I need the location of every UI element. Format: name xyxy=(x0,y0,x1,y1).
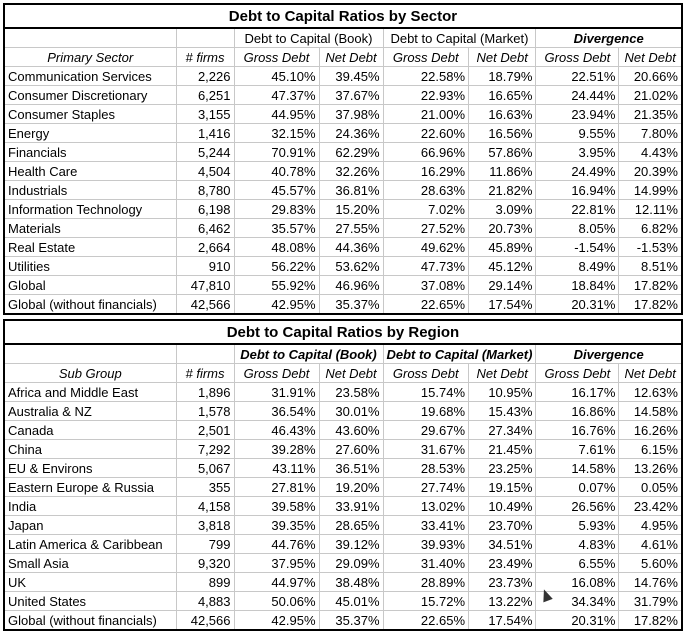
region-divergence-net-header[interactable]: Net Debt xyxy=(619,364,682,383)
cell-divergence-gross[interactable]: 5.93% xyxy=(536,516,619,535)
cell-divergence-net[interactable]: 16.26% xyxy=(619,421,682,440)
cell-name[interactable]: EU & Environs xyxy=(4,459,176,478)
cell-divergence-gross[interactable]: 24.44% xyxy=(536,86,619,105)
cell-book-gross[interactable]: 40.78% xyxy=(234,162,319,181)
cell-book-gross[interactable]: 47.37% xyxy=(234,86,319,105)
cell-market-gross[interactable]: 15.72% xyxy=(383,592,469,611)
cell-divergence-gross[interactable]: 16.94% xyxy=(536,181,619,200)
cell-firms[interactable]: 5,067 xyxy=(176,459,234,478)
cell-book-net[interactable]: 24.36% xyxy=(319,124,383,143)
cell-name[interactable]: Health Care xyxy=(4,162,176,181)
cell-firms[interactable]: 3,818 xyxy=(176,516,234,535)
cell-market-net[interactable]: 23.49% xyxy=(469,554,536,573)
cell-book-net[interactable]: 38.48% xyxy=(319,573,383,592)
empty-cell[interactable] xyxy=(176,28,234,48)
cell-market-gross[interactable]: 13.02% xyxy=(383,497,469,516)
cell-divergence-net[interactable]: 4.43% xyxy=(619,143,682,162)
cell-market-net[interactable]: 29.14% xyxy=(469,276,536,295)
cell-firms[interactable]: 47,810 xyxy=(176,276,234,295)
cell-divergence-gross[interactable]: 34.34% xyxy=(536,592,619,611)
cell-book-net[interactable]: 23.58% xyxy=(319,383,383,402)
cell-book-gross[interactable]: 32.15% xyxy=(234,124,319,143)
sector-market-group-header[interactable]: Debt to Capital (Market) xyxy=(383,28,536,48)
cell-divergence-gross[interactable]: 8.49% xyxy=(536,257,619,276)
cell-book-gross[interactable]: 37.95% xyxy=(234,554,319,573)
cell-market-net[interactable]: 10.49% xyxy=(469,497,536,516)
cell-divergence-gross[interactable]: 16.08% xyxy=(536,573,619,592)
cell-divergence-gross[interactable]: 26.56% xyxy=(536,497,619,516)
table-row xyxy=(4,497,682,516)
table-row xyxy=(4,257,682,276)
cell-market-net[interactable]: 13.22% xyxy=(469,592,536,611)
cell-market-gross[interactable]: 49.62% xyxy=(383,238,469,257)
cell-book-net[interactable]: 29.09% xyxy=(319,554,383,573)
cell-market-gross[interactable]: 29.67% xyxy=(383,421,469,440)
cell-book-gross[interactable]: 42.95% xyxy=(234,295,319,315)
cell-divergence-net[interactable]: 6.15% xyxy=(619,440,682,459)
cell-firms[interactable]: 3,155 xyxy=(176,105,234,124)
sector-name-column-header[interactable]: Primary Sector xyxy=(4,48,176,67)
empty-cell[interactable] xyxy=(4,28,176,48)
cell-divergence-net[interactable]: 14.76% xyxy=(619,573,682,592)
cell-divergence-net[interactable]: 20.39% xyxy=(619,162,682,181)
cell-market-gross[interactable]: 22.65% xyxy=(383,611,469,631)
cell-market-net[interactable]: 11.86% xyxy=(469,162,536,181)
cell-market-net[interactable]: 16.56% xyxy=(469,124,536,143)
region-firms-column-header[interactable]: # firms xyxy=(176,364,234,383)
cell-book-net[interactable]: 35.37% xyxy=(319,611,383,631)
table-row xyxy=(4,162,682,181)
sector-divergence-group-header[interactable]: Divergence xyxy=(536,28,682,48)
cell-book-gross[interactable]: 29.83% xyxy=(234,200,319,219)
cell-name[interactable]: Global xyxy=(4,276,176,295)
table-row xyxy=(4,143,682,162)
cell-divergence-gross[interactable]: 4.83% xyxy=(536,535,619,554)
table-row xyxy=(4,200,682,219)
cell-market-gross[interactable]: 47.73% xyxy=(383,257,469,276)
cell-book-net[interactable]: 27.60% xyxy=(319,440,383,459)
cell-name[interactable]: Global (without financials) xyxy=(4,295,176,315)
cell-divergence-gross[interactable]: 6.55% xyxy=(536,554,619,573)
cell-book-net[interactable]: 43.60% xyxy=(319,421,383,440)
cell-divergence-net[interactable]: 4.61% xyxy=(619,535,682,554)
table-row xyxy=(4,276,682,295)
cell-market-net[interactable]: 15.43% xyxy=(469,402,536,421)
cell-market-net[interactable]: 21.45% xyxy=(469,440,536,459)
cell-market-gross[interactable]: 33.41% xyxy=(383,516,469,535)
cell-name[interactable]: Information Technology xyxy=(4,200,176,219)
cell-divergence-net[interactable]: 21.02% xyxy=(619,86,682,105)
cell-market-net[interactable]: 34.51% xyxy=(469,535,536,554)
cell-divergence-gross[interactable]: 9.55% xyxy=(536,124,619,143)
cell-divergence-gross[interactable]: 8.05% xyxy=(536,219,619,238)
cell-book-net[interactable]: 39.45% xyxy=(319,67,383,86)
cell-book-net[interactable]: 28.65% xyxy=(319,516,383,535)
cell-divergence-net[interactable]: 5.60% xyxy=(619,554,682,573)
cell-market-net[interactable]: 16.63% xyxy=(469,105,536,124)
sector-divergence-gross-header[interactable]: Gross Debt xyxy=(536,48,619,67)
table-row xyxy=(4,478,682,497)
cell-book-net[interactable]: 46.96% xyxy=(319,276,383,295)
cell-divergence-net[interactable]: -1.53% xyxy=(619,238,682,257)
table-row xyxy=(4,105,682,124)
cell-divergence-net[interactable]: 23.42% xyxy=(619,497,682,516)
cell-market-gross[interactable]: 39.93% xyxy=(383,535,469,554)
cell-book-gross[interactable]: 39.28% xyxy=(234,440,319,459)
cell-name[interactable]: Utilities xyxy=(4,257,176,276)
cell-market-net[interactable]: 17.54% xyxy=(469,295,536,315)
cell-market-gross[interactable]: 15.74% xyxy=(383,383,469,402)
cell-divergence-net[interactable]: 17.82% xyxy=(619,276,682,295)
cell-divergence-gross[interactable]: 20.31% xyxy=(536,611,619,631)
cell-market-net[interactable]: 3.09% xyxy=(469,200,536,219)
cell-divergence-gross[interactable]: 24.49% xyxy=(536,162,619,181)
cell-divergence-gross[interactable]: -1.54% xyxy=(536,238,619,257)
cell-divergence-gross[interactable]: 23.94% xyxy=(536,105,619,124)
table-row xyxy=(4,181,682,200)
cell-firms[interactable]: 2,501 xyxy=(176,421,234,440)
cell-market-net[interactable]: 23.25% xyxy=(469,459,536,478)
cell-divergence-net[interactable]: 12.63% xyxy=(619,383,682,402)
table-row xyxy=(4,421,682,440)
cell-market-gross[interactable]: 28.53% xyxy=(383,459,469,478)
cell-name[interactable]: Materials xyxy=(4,219,176,238)
cell-market-gross[interactable]: 27.52% xyxy=(383,219,469,238)
cell-market-net[interactable]: 16.65% xyxy=(469,86,536,105)
cell-book-gross[interactable]: 44.95% xyxy=(234,105,319,124)
cell-divergence-net[interactable]: 4.95% xyxy=(619,516,682,535)
cell-book-gross[interactable]: 55.92% xyxy=(234,276,319,295)
empty-cell[interactable] xyxy=(176,344,234,364)
cell-book-net[interactable]: 33.91% xyxy=(319,497,383,516)
cell-book-gross[interactable]: 46.43% xyxy=(234,421,319,440)
cell-book-net[interactable]: 36.81% xyxy=(319,181,383,200)
cell-book-net[interactable]: 62.29% xyxy=(319,143,383,162)
cell-book-gross[interactable]: 35.57% xyxy=(234,219,319,238)
cell-divergence-net[interactable]: 12.11% xyxy=(619,200,682,219)
cell-divergence-gross[interactable]: 16.86% xyxy=(536,402,619,421)
cell-name[interactable]: Eastern Europe & Russia xyxy=(4,478,176,497)
cell-firms[interactable]: 355 xyxy=(176,478,234,497)
cell-book-net[interactable]: 37.98% xyxy=(319,105,383,124)
cell-divergence-net[interactable]: 14.58% xyxy=(619,402,682,421)
cell-firms[interactable]: 6,462 xyxy=(176,219,234,238)
cell-market-net[interactable]: 19.15% xyxy=(469,478,536,497)
debt-to-capital-table xyxy=(3,3,683,631)
sector-firms-column-header[interactable]: # firms xyxy=(176,48,234,67)
table-row xyxy=(4,440,682,459)
cell-name[interactable]: Industrials xyxy=(4,181,176,200)
cell-book-gross[interactable]: 43.11% xyxy=(234,459,319,478)
cell-market-net[interactable]: 10.95% xyxy=(469,383,536,402)
cell-market-net[interactable]: 27.34% xyxy=(469,421,536,440)
cell-firms[interactable]: 1,416 xyxy=(176,124,234,143)
table-row xyxy=(4,295,682,315)
cell-divergence-net[interactable]: 6.82% xyxy=(619,219,682,238)
cell-book-net[interactable]: 30.01% xyxy=(319,402,383,421)
cell-market-gross[interactable]: 19.68% xyxy=(383,402,469,421)
cell-firms[interactable]: 1,578 xyxy=(176,402,234,421)
empty-cell[interactable] xyxy=(4,344,176,364)
cell-divergence-net[interactable]: 31.79% xyxy=(619,592,682,611)
cell-divergence-gross[interactable]: 20.31% xyxy=(536,295,619,315)
cell-market-gross[interactable]: 22.93% xyxy=(383,86,469,105)
table-row xyxy=(4,516,682,535)
cell-name[interactable]: Financials xyxy=(4,143,176,162)
cell-market-net[interactable]: 17.54% xyxy=(469,611,536,631)
cell-market-gross[interactable]: 22.60% xyxy=(383,124,469,143)
cell-divergence-gross[interactable]: 18.84% xyxy=(536,276,619,295)
cell-market-net[interactable]: 20.73% xyxy=(469,219,536,238)
cell-firms[interactable]: 9,320 xyxy=(176,554,234,573)
cell-name[interactable]: Latin America & Caribbean xyxy=(4,535,176,554)
cell-firms[interactable]: 4,504 xyxy=(176,162,234,181)
cell-firms[interactable]: 4,158 xyxy=(176,497,234,516)
cell-market-gross[interactable]: 31.67% xyxy=(383,440,469,459)
cell-market-net[interactable]: 21.82% xyxy=(469,181,536,200)
cell-market-gross[interactable]: 66.96% xyxy=(383,143,469,162)
region-market-group-header[interactable]: Debt to Capital (Market) xyxy=(383,344,536,364)
cell-book-gross[interactable]: 39.35% xyxy=(234,516,319,535)
sector-table-title[interactable]: Debt to Capital Ratios by Sector xyxy=(4,4,682,28)
cell-divergence-net[interactable]: 17.82% xyxy=(619,611,682,631)
cell-firms[interactable]: 8,780 xyxy=(176,181,234,200)
cell-book-net[interactable]: 39.12% xyxy=(319,535,383,554)
region-book-net-header[interactable]: Net Debt xyxy=(319,364,383,383)
cell-name[interactable]: Communication Services xyxy=(4,67,176,86)
cell-book-gross[interactable]: 45.10% xyxy=(234,67,319,86)
region-divergence-group-header[interactable]: Divergence xyxy=(536,344,682,364)
cell-firms[interactable]: 2,226 xyxy=(176,67,234,86)
cell-divergence-net[interactable]: 13.26% xyxy=(619,459,682,478)
cell-book-net[interactable]: 45.01% xyxy=(319,592,383,611)
cell-divergence-gross[interactable]: 14.58% xyxy=(536,459,619,478)
cell-book-gross[interactable]: 50.06% xyxy=(234,592,319,611)
cell-book-gross[interactable]: 31.91% xyxy=(234,383,319,402)
region-market-net-header[interactable]: Net Debt xyxy=(469,364,536,383)
cell-name[interactable]: China xyxy=(4,440,176,459)
cell-divergence-gross[interactable]: 16.17% xyxy=(536,383,619,402)
cell-firms[interactable]: 6,251 xyxy=(176,86,234,105)
cell-name[interactable]: Small Asia xyxy=(4,554,176,573)
cell-firms[interactable]: 799 xyxy=(176,535,234,554)
table-row xyxy=(4,459,682,478)
table-row xyxy=(4,67,682,86)
cell-book-gross[interactable]: 39.58% xyxy=(234,497,319,516)
cell-book-gross[interactable]: 45.57% xyxy=(234,181,319,200)
cell-book-gross[interactable]: 44.97% xyxy=(234,573,319,592)
cell-firms[interactable]: 2,664 xyxy=(176,238,234,257)
cell-firms[interactable]: 6,198 xyxy=(176,200,234,219)
cell-divergence-net[interactable]: 21.35% xyxy=(619,105,682,124)
cell-book-gross[interactable]: 42.95% xyxy=(234,611,319,631)
cell-divergence-gross[interactable]: 22.51% xyxy=(536,67,619,86)
cell-firms[interactable]: 1,896 xyxy=(176,383,234,402)
table-row xyxy=(4,219,682,238)
cell-market-gross[interactable]: 28.89% xyxy=(383,573,469,592)
cell-book-net[interactable]: 37.67% xyxy=(319,86,383,105)
cell-firms[interactable]: 4,883 xyxy=(176,592,234,611)
cell-market-gross[interactable]: 22.65% xyxy=(383,295,469,315)
cell-divergence-net[interactable]: 20.66% xyxy=(619,67,682,86)
cell-book-gross[interactable]: 36.54% xyxy=(234,402,319,421)
cell-market-gross[interactable]: 7.02% xyxy=(383,200,469,219)
cell-firms[interactable]: 5,244 xyxy=(176,143,234,162)
cell-name[interactable]: United States xyxy=(4,592,176,611)
region-rows xyxy=(4,383,682,631)
cell-name[interactable]: Real Estate xyxy=(4,238,176,257)
cell-market-gross[interactable]: 27.74% xyxy=(383,478,469,497)
table-row xyxy=(4,86,682,105)
cell-book-gross[interactable]: 44.76% xyxy=(234,535,319,554)
cell-market-gross[interactable]: 21.00% xyxy=(383,105,469,124)
cell-book-gross[interactable]: 70.91% xyxy=(234,143,319,162)
cell-market-gross[interactable]: 31.40% xyxy=(383,554,469,573)
cell-market-gross[interactable]: 22.58% xyxy=(383,67,469,86)
cell-divergence-gross[interactable]: 16.76% xyxy=(536,421,619,440)
sector-market-net-header[interactable]: Net Debt xyxy=(469,48,536,67)
cell-firms[interactable]: 42,566 xyxy=(176,295,234,315)
region-book-gross-header[interactable]: Gross Debt xyxy=(234,364,319,383)
cell-market-gross[interactable]: 28.63% xyxy=(383,181,469,200)
cell-divergence-gross[interactable]: 7.61% xyxy=(536,440,619,459)
region-book-group-header[interactable]: Debt to Capital (Book) xyxy=(234,344,383,364)
cell-book-net[interactable]: 19.20% xyxy=(319,478,383,497)
cell-name[interactable]: Canada xyxy=(4,421,176,440)
table-row xyxy=(4,124,682,143)
sector-rows xyxy=(4,67,682,315)
cell-market-net[interactable]: 57.86% xyxy=(469,143,536,162)
sector-divergence-net-header[interactable]: Net Debt xyxy=(619,48,682,67)
cell-book-gross[interactable]: 56.22% xyxy=(234,257,319,276)
cell-name[interactable]: Consumer Discretionary xyxy=(4,86,176,105)
sector-book-group-header[interactable]: Debt to Capital (Book) xyxy=(234,28,383,48)
table-row xyxy=(4,554,682,573)
cell-market-net[interactable]: 18.79% xyxy=(469,67,536,86)
cell-divergence-gross[interactable]: 22.81% xyxy=(536,200,619,219)
cell-book-net[interactable]: 35.37% xyxy=(319,295,383,315)
cell-market-net[interactable]: 23.70% xyxy=(469,516,536,535)
table-row xyxy=(4,535,682,554)
table-row xyxy=(4,238,682,257)
cell-divergence-net[interactable]: 8.51% xyxy=(619,257,682,276)
cell-book-net[interactable]: 27.55% xyxy=(319,219,383,238)
cell-book-net[interactable]: 32.26% xyxy=(319,162,383,181)
table-row xyxy=(4,573,682,592)
cell-name[interactable]: Consumer Staples xyxy=(4,105,176,124)
spreadsheet xyxy=(3,3,683,631)
sector-book-net-header[interactable]: Net Debt xyxy=(319,48,383,67)
cell-firms[interactable]: 42,566 xyxy=(176,611,234,631)
cell-divergence-gross[interactable]: 0.07% xyxy=(536,478,619,497)
cell-book-gross[interactable]: 27.81% xyxy=(234,478,319,497)
cell-firms[interactable]: 7,292 xyxy=(176,440,234,459)
cell-name[interactable]: UK xyxy=(4,573,176,592)
region-name-column-header[interactable]: Sub Group xyxy=(4,364,176,383)
cell-market-net[interactable]: 45.89% xyxy=(469,238,536,257)
cell-book-gross[interactable]: 48.08% xyxy=(234,238,319,257)
cell-divergence-net[interactable]: 0.05% xyxy=(619,478,682,497)
cell-name[interactable]: Africa and Middle East xyxy=(4,383,176,402)
cell-divergence-net[interactable]: 14.99% xyxy=(619,181,682,200)
region-table-title[interactable]: Debt to Capital Ratios by Region xyxy=(4,320,682,344)
cell-firms[interactable]: 899 xyxy=(176,573,234,592)
cell-divergence-net[interactable]: 17.82% xyxy=(619,295,682,315)
cell-divergence-gross[interactable]: 3.95% xyxy=(536,143,619,162)
cell-name[interactable]: Global (without financials) xyxy=(4,611,176,631)
cell-name[interactable]: Australia & NZ xyxy=(4,402,176,421)
sector-book-gross-header[interactable]: Gross Debt xyxy=(234,48,319,67)
region-market-gross-header[interactable]: Gross Debt xyxy=(383,364,469,383)
cell-market-net[interactable]: 45.12% xyxy=(469,257,536,276)
cell-book-net[interactable]: 53.62% xyxy=(319,257,383,276)
cell-book-net[interactable]: 36.51% xyxy=(319,459,383,478)
cell-name[interactable]: Energy xyxy=(4,124,176,143)
sector-market-gross-header[interactable]: Gross Debt xyxy=(383,48,469,67)
cell-name[interactable]: Japan xyxy=(4,516,176,535)
cell-firms[interactable]: 910 xyxy=(176,257,234,276)
cell-market-net[interactable]: 23.73% xyxy=(469,573,536,592)
region-divergence-gross-header[interactable]: Gross Debt xyxy=(536,364,619,383)
table-row xyxy=(4,402,682,421)
table-row xyxy=(4,611,682,631)
cell-name[interactable]: India xyxy=(4,497,176,516)
cell-market-gross[interactable]: 37.08% xyxy=(383,276,469,295)
table-row xyxy=(4,383,682,402)
cell-market-gross[interactable]: 16.29% xyxy=(383,162,469,181)
cell-divergence-net[interactable]: 7.80% xyxy=(619,124,682,143)
cell-book-net[interactable]: 15.20% xyxy=(319,200,383,219)
cell-book-net[interactable]: 44.36% xyxy=(319,238,383,257)
table-row xyxy=(4,592,682,611)
